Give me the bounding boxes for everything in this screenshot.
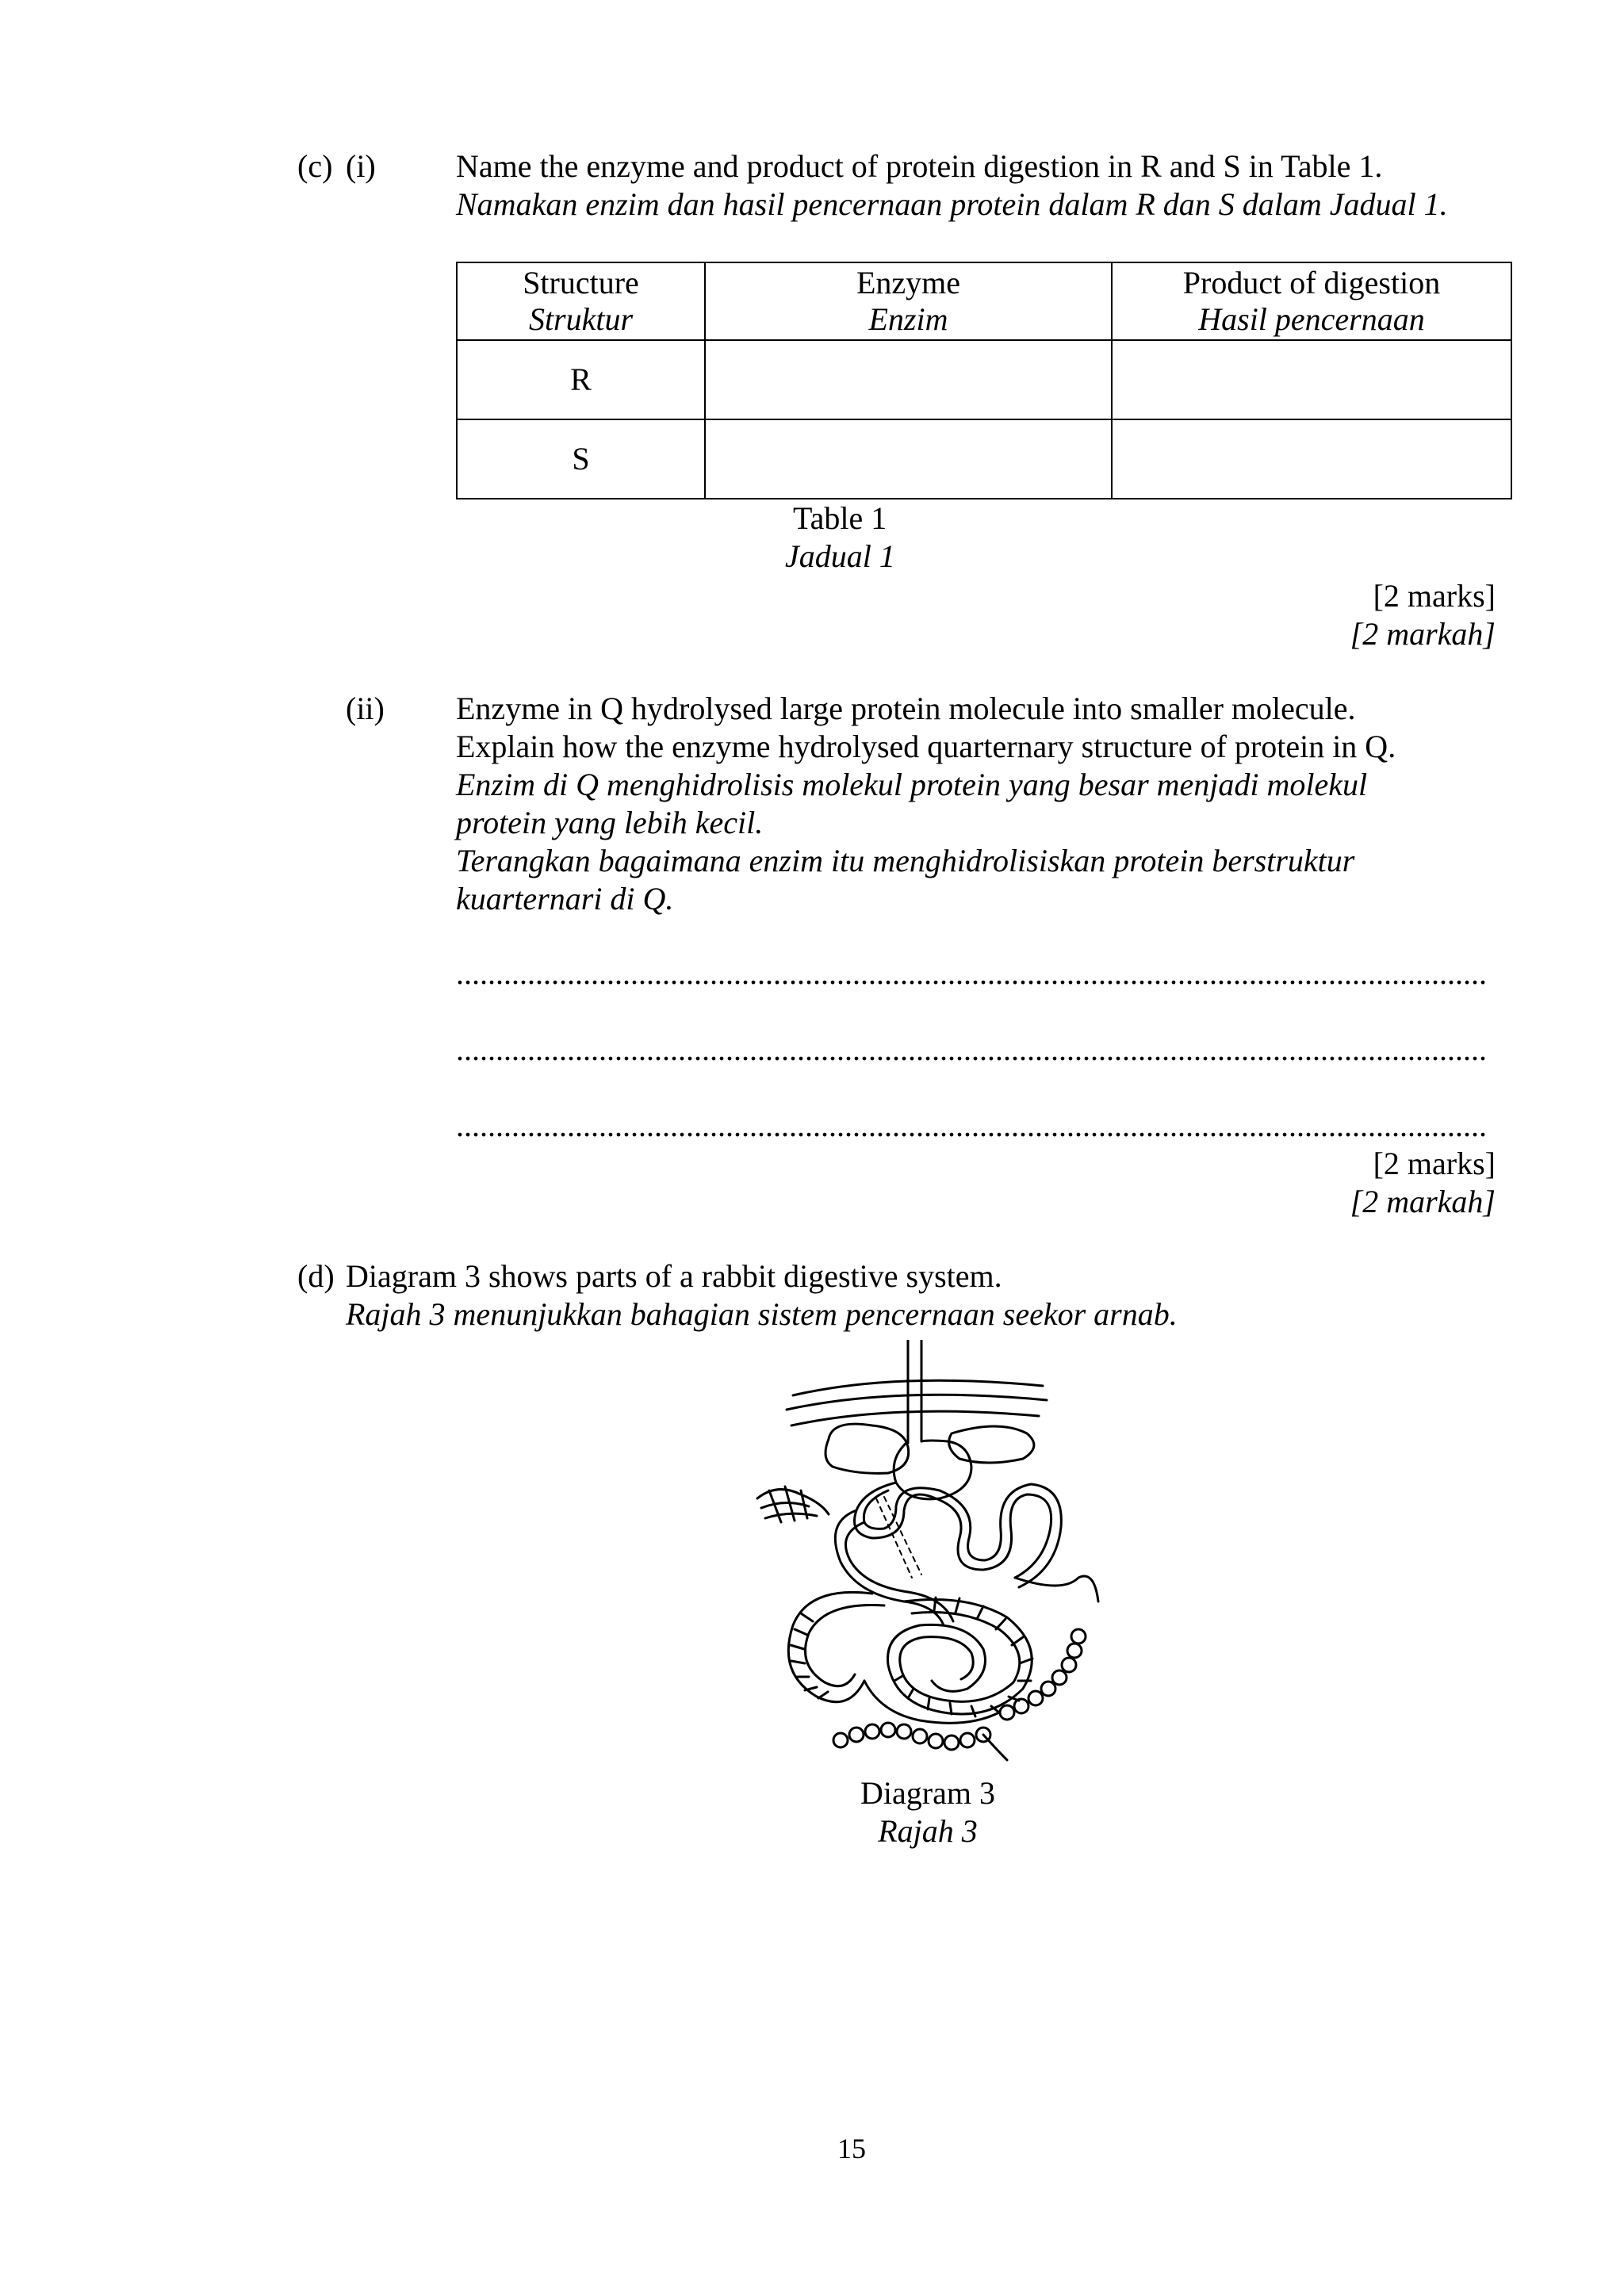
- question-c-i-text: Name the enzyme and product of protein digestion in R and S in Table 1.: [456, 148, 1383, 184]
- question-c-ii-line-2: Explain how the enzyme hydrolysed quarternary structure of protein in Q.: [456, 729, 1396, 764]
- question-c-ii-line-1: Enzyme in Q hydrolysed large protein molecule into smaller molecule.: [456, 691, 1356, 726]
- answer-cell-product-s[interactable]: [1112, 419, 1511, 499]
- row-structure-s: S: [457, 419, 705, 499]
- table-row: [457, 419, 1511, 499]
- table-header-row: [457, 262, 1511, 340]
- table-row: [457, 340, 1511, 419]
- question-label-d: (d): [297, 1258, 335, 1294]
- question-label-i: (i): [346, 148, 376, 184]
- caecum-shape: [788, 1592, 1032, 1716]
- question-c-ii-ms-line-4: kuarternari di Q.: [456, 881, 674, 916]
- diagram-caption-en: Diagram 3: [860, 1775, 995, 1811]
- answer-line-3[interactable]: ..................................................................................................................................: [456, 1108, 1487, 1143]
- marks-c-i-ms: [2 markah]: [1350, 616, 1496, 652]
- answer-line-2[interactable]: ..................................................................................................................................: [456, 1031, 1487, 1067]
- question-label-ii: (ii): [346, 691, 385, 726]
- answer-line-1[interactable]: ..................................................................................................................................: [456, 955, 1487, 991]
- header-product-ms: Hasil pencernaan: [1198, 301, 1425, 337]
- rabbit-digestive-system-diagram: [745, 1340, 1110, 1768]
- question-c-ii-ms-line-3: Terangkan bagaimana enzim itu menghidrolisiskan protein berstruktur: [456, 843, 1355, 878]
- marks-c-ii-ms: [2 markah]: [1350, 1184, 1496, 1219]
- oesophagus-shape: [908, 1340, 921, 1443]
- marks-c-ii: [2 marks]: [1373, 1146, 1496, 1181]
- diaphragm-lines: [787, 1380, 1047, 1425]
- diagram-caption-ms: Rajah 3: [878, 1813, 978, 1849]
- liver-lobe-shape: [949, 1426, 1034, 1463]
- table-header-product: [1112, 262, 1511, 340]
- question-c-ii-ms-line-2: protein yang lebih kecil.: [456, 805, 764, 840]
- table-caption-en: Table 1: [793, 500, 887, 536]
- question-d-text-ms: Rajah 3 menunjukkan bahagian sistem pencernaan seekor arnab.: [346, 1296, 1178, 1332]
- appendix-shape: [1015, 1576, 1098, 1601]
- table-header-structure: [457, 262, 705, 340]
- row-structure-r: R: [457, 340, 705, 419]
- header-product-en: Product of digestion: [1182, 265, 1441, 300]
- liver-shape: [825, 1424, 909, 1473]
- pancreas-shape: [757, 1487, 829, 1522]
- question-c-i-text-ms: Namakan enzim dan hasil pencernaan protein dalam R dan S dalam Jadual 1.: [456, 186, 1448, 222]
- page-number: 15: [837, 2133, 866, 2164]
- question-c-ii-ms-line-1: Enzim di Q menghidrolisis molekul protein yang besar menjadi molekul: [456, 767, 1368, 802]
- table-1: [456, 262, 1512, 499]
- header-enzyme-en: Enzyme: [856, 265, 961, 300]
- table-header-enzyme: [705, 262, 1112, 340]
- marks-c-i: [2 marks]: [1373, 578, 1496, 614]
- header-enzyme-ms: Enzim: [868, 301, 948, 337]
- colon-shape: [833, 1629, 1086, 1760]
- question-label-c: (c): [297, 148, 333, 184]
- answer-cell-product-r[interactable]: [1112, 340, 1511, 419]
- table-caption-ms: Jadual 1: [785, 538, 895, 574]
- header-structure-ms: Struktur: [528, 301, 634, 337]
- answer-cell-enzyme-s[interactable]: [705, 419, 1112, 499]
- question-d-text: Diagram 3 shows parts of a rabbit digestive system.: [346, 1258, 1002, 1294]
- header-structure-en: Structure: [523, 265, 639, 300]
- answer-cell-enzyme-r[interactable]: [705, 340, 1112, 419]
